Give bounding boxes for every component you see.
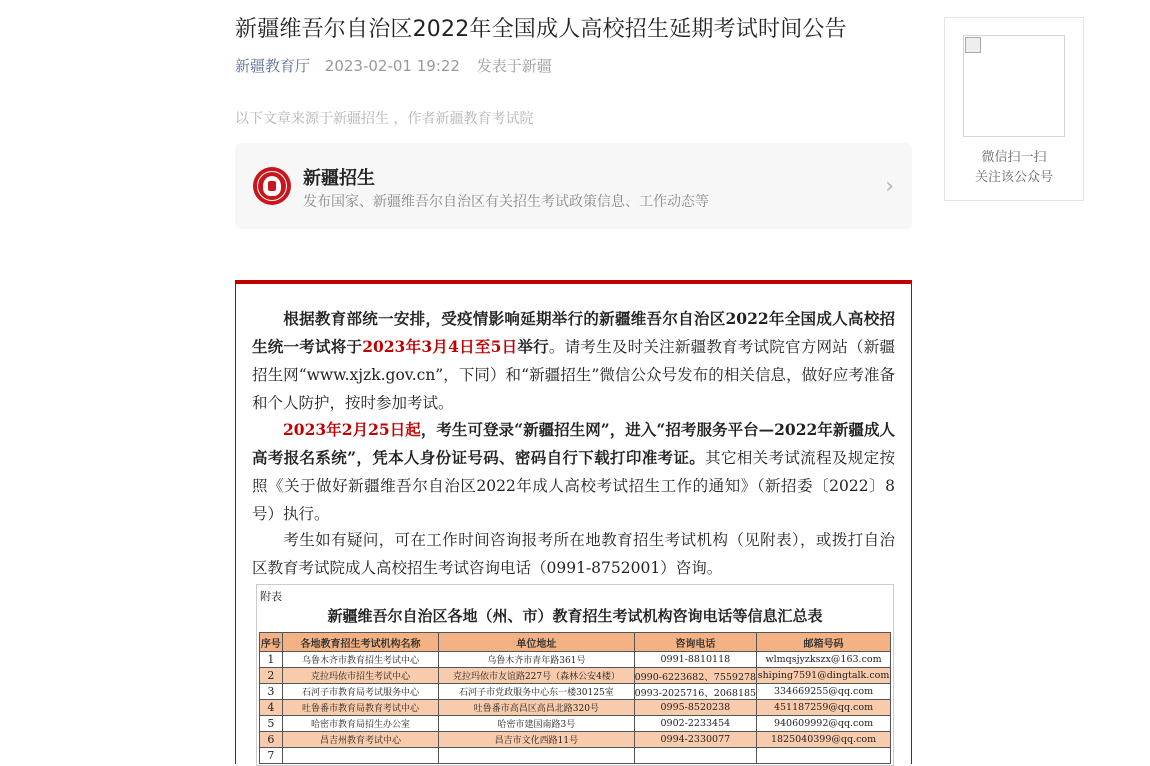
org-address: 吐鲁番市高昌区高昌北路320号 — [439, 700, 634, 716]
notice-p2-rest: 其它相关考试流程及规定按照《关于做好新疆维吾尔自治区2022年成人高校考试招生工作的通知》（新招委〔2022〕8号）执行。 — [252, 449, 895, 523]
table-row — [260, 732, 891, 748]
notice-paragraph-2 — [252, 416, 895, 528]
chevron-right-icon: › — [885, 174, 894, 199]
row-number: 6 — [260, 732, 283, 748]
org-address: 哈密市建国南路3号 — [439, 716, 634, 732]
notice-p3-text: 考生如有疑问，可在工作时间咨询报考所在地教育招生考试机构（见附表），或拨打自治区教育考试院成人高校招生考试咨询电话（0991-8752001）咨询。 — [252, 531, 895, 577]
table-row — [260, 700, 891, 716]
annex-label: 附表 — [260, 590, 282, 603]
row-number: 2 — [260, 668, 283, 684]
org-email: shiping7591@dingtalk.com — [757, 668, 891, 684]
table-header-cell: 咨询电话 — [634, 633, 757, 652]
publish-time: 2023-02-01 19:22 — [324, 57, 460, 75]
article-title: 新疆维吾尔自治区2022年全国成人高校招生延期考试时间公告 — [235, 17, 847, 42]
row-number: 1 — [260, 652, 283, 668]
org-address: 石河子市党政服务中心东一楼30125室 — [439, 684, 634, 700]
notice-paragraph-1 — [252, 305, 895, 417]
table-row — [260, 716, 891, 732]
org-phone: 0995-8520238 — [634, 700, 757, 716]
org-phone: 0993-2025716、2068185 — [634, 684, 757, 700]
org-address: 昌吉市文化西路11号 — [439, 732, 634, 748]
table-row — [260, 652, 891, 668]
org-phone: 0991-8810118 — [634, 652, 757, 668]
row-number: 5 — [260, 716, 283, 732]
broken-image-icon — [965, 37, 981, 53]
table-row — [260, 684, 891, 700]
notice-paragraph-3 — [252, 526, 895, 582]
table-row — [260, 668, 891, 684]
account-logo-icon — [253, 167, 291, 205]
annex-title: 新疆维吾尔自治区各地（州、市）教育招生考试机构咨询电话等信息汇总表 — [327, 607, 823, 625]
row-number: 4 — [260, 700, 283, 716]
table-header-cell: 序号 — [260, 633, 283, 652]
table-header-cell: 邮箱号码 — [757, 633, 891, 652]
notice-p1-rest: 。请考生及时关注新疆教育考试院官方网站（新疆招生网“www.xjzk.gov.cn”，下同）和“新疆招生”微信公众号发布的相关信息，做好应考准备和个人防护，按时参加考试。 — [252, 338, 895, 412]
row-number: 3 — [260, 684, 283, 700]
account-name: 新疆招生 — [303, 168, 375, 189]
article-meta — [235, 55, 552, 76]
admission-ticket-date: 2023年2月25日起 — [283, 420, 421, 439]
notice-p2-bold: ，考生可登录“新疆招生网”，进入“招考服务平台—2022年新疆成人高考报名系统”，凭本人身份证号码、密码自行下载打印准考证。 — [252, 420, 896, 467]
qr-code-image — [963, 35, 1065, 137]
org-name: 吐鲁番市教育局教育考试中心 — [282, 700, 438, 716]
table-header-row — [260, 633, 891, 652]
org-email: 940609992@qq.com — [757, 716, 891, 732]
qr-panel — [944, 17, 1084, 201]
org-address: 乌鲁木齐市青年路361号 — [439, 652, 634, 668]
notice-p1-bold-b: 举行 — [517, 337, 549, 356]
notice-image — [235, 280, 912, 764]
row-number: 7 — [260, 748, 283, 764]
table-header-cell: 单位地址 — [439, 633, 634, 652]
org-name: 克拉玛依市招生考试中心 — [282, 668, 438, 684]
exam-date: 2023年3月4日至5日 — [362, 337, 518, 356]
qr-caption-line2: 关注该公众号 — [974, 170, 1053, 185]
publish-location: 发表于新疆 — [476, 57, 552, 75]
source-note: 以下文章来源于新疆招生 ，作者新疆教育考试院 — [235, 111, 534, 127]
table-header-cell: 各地教育招生考试机构名称 — [282, 633, 438, 652]
org-email: 451187259@qq.com — [757, 700, 891, 716]
contact-table — [259, 632, 891, 764]
account-card[interactable] — [235, 143, 912, 229]
annex-table-image — [256, 584, 894, 766]
org-name: 哈密市教育局招生办公室 — [282, 716, 438, 732]
org-name: 石河子市教育局考试服务中心 — [282, 684, 438, 700]
author-link[interactable]: 新疆教育厅 — [235, 57, 311, 75]
org-phone: 0990-6223682、7559278 — [634, 668, 757, 684]
org-phone: 0994-2330077 — [634, 732, 757, 748]
org-phone: 0902-2233454 — [634, 716, 757, 732]
notice-p1-bold-a: 根据教育部统一安排，受疫情影响延期举行的新疆维吾尔自治区2022年全国成人高校招生统一考试将于 — [252, 309, 895, 356]
org-email: 334669255@qq.com — [757, 684, 891, 700]
qr-caption-line1: 微信扫一扫 — [981, 150, 1047, 165]
org-address: 克拉玛依市友谊路227号（森林公安4楼） — [439, 668, 634, 684]
org-name: 昌吉州教育考试中心 — [282, 732, 438, 748]
org-name: 乌鲁木齐市教育招生考试中心 — [282, 652, 438, 668]
org-email: 1825040399@qq.com — [757, 732, 891, 748]
account-description: 发布国家、新疆维吾尔自治区有关招生考试政策信息、工作动态等 — [303, 194, 709, 210]
org-email: wlmqsjyzkszx@163.com — [757, 652, 891, 668]
